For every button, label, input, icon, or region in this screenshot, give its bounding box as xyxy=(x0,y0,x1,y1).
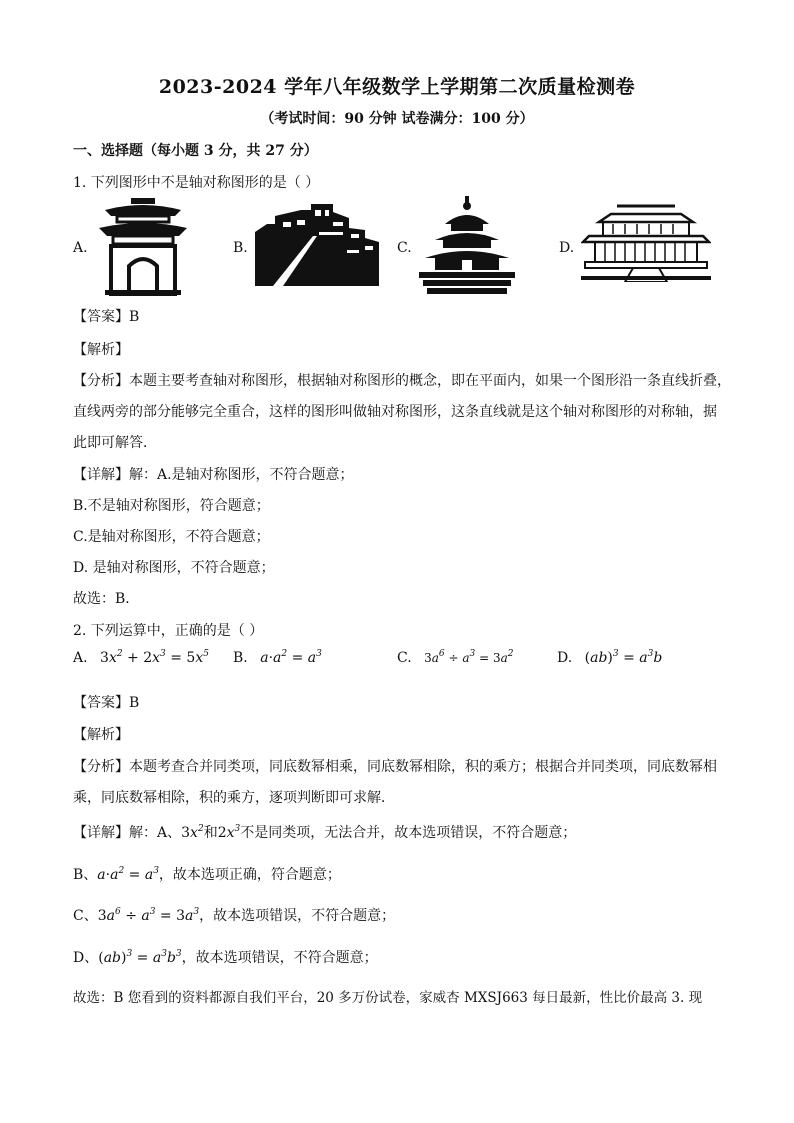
exam-info: （考试时间：90 分钟 试卷满分：100 分） xyxy=(260,111,534,127)
question-1-choice: 故选：B． xyxy=(73,591,140,607)
option-a-label: A. xyxy=(73,240,88,256)
option-b-label: B. xyxy=(233,240,248,256)
detail-d-suffix: ，故本选项错误，不符合题意； xyxy=(181,950,378,966)
q2-option-d-label: D. xyxy=(557,650,573,666)
question-2-detail-a xyxy=(73,822,576,842)
potala-palace-icon xyxy=(253,196,381,288)
q2-option-d-formula: $(ab)^3 = a^3b$ xyxy=(584,649,663,666)
option-d-label: D. xyxy=(559,240,575,256)
detail-c-suffix: ，故本选项错误，不符合题意； xyxy=(199,908,396,924)
q2-option-c-formula: $3a^6 \div a^3 = 3a^2$ xyxy=(424,649,514,665)
question-1-stem: 1. 下列图形中不是轴对称图形的是（ ） xyxy=(73,175,320,191)
detail-b-formula: $a\cdot a^2 = a^3$ xyxy=(97,866,159,883)
question-2-analysis-line-1: 【分析】本题考查合并同类项，同底数幂相乘，同底数幂相除，积的乘方；根据合并同类项，同底数幂相 xyxy=(73,759,717,775)
detail-a-prefix: 【详解】解：A、 xyxy=(73,825,182,841)
question-1-analysis-line-1: 【分析】本题主要考查轴对称图形，根据轴对称图形的概念，即在平面内，如果一个图形沿一条直线折叠， xyxy=(73,373,731,389)
q2-option-a-formula: $3x^2 + 2x^3 = 5x^5$ xyxy=(100,649,209,666)
detail-b-suffix: ，故本选项正确，符合题意； xyxy=(158,867,341,883)
q2-option-c-label: C. xyxy=(397,650,412,666)
question-1-analysis-tag: 【解析】 xyxy=(73,342,129,358)
option-c-label: C. xyxy=(397,240,412,256)
temple-of-heaven-icon xyxy=(419,196,515,294)
q2-option-b xyxy=(233,650,322,666)
question-1-detail-d: D. 是轴对称图形，不符合题意； xyxy=(73,560,275,576)
detail-a-mid: 和 xyxy=(203,825,218,841)
question-1-answer: 【答案】B xyxy=(73,309,140,325)
question-2-detail-d xyxy=(73,947,378,967)
question-2-detail-c xyxy=(73,905,395,925)
section-heading: 一、选择题（每小题 3 分，共 27 分） xyxy=(73,143,318,159)
forbidden-city-hall-icon xyxy=(581,196,711,282)
q2-option-d xyxy=(557,650,662,666)
question-1-figures xyxy=(73,196,733,300)
question-1-analysis-line-2: 直线两旁的部分能够完全重合，这样的图形叫做轴对称图形，这条直线就是这个轴对称图形的对称轴，据 xyxy=(73,404,717,420)
question-1-detail-c: C.是轴对称图形，不符合题意； xyxy=(73,529,270,545)
question-2-analysis-line-2: 乘，同底数幂相除，积的乘方，逐项判断即可求解． xyxy=(73,790,395,806)
q2-option-c xyxy=(397,650,513,666)
q2-option-a xyxy=(73,650,209,666)
question-2-choice: 故选：B 您看到的资料都源自我们平台，20 多万份试卷，家威杏 MXSJ663 每日最新，性比价最高 3. 现 xyxy=(73,990,703,1006)
q2-option-a-label: A. xyxy=(73,650,88,666)
detail-a-term-2: $2x^3$ xyxy=(217,824,241,841)
q2-option-b-formula: $a\cdot a^2 = a^3$ xyxy=(260,649,322,666)
question-2-analysis-tag: 【解析】 xyxy=(73,727,129,743)
detail-c-formula: $3a^6 \div a^3 = 3a^3$ xyxy=(97,907,200,924)
detail-a-term-1: $3x^2$ xyxy=(181,824,204,841)
detail-c-prefix: C、 xyxy=(73,908,98,924)
question-2-answer: 【答案】B xyxy=(73,695,140,711)
q2-option-b-label: B. xyxy=(233,650,248,666)
question-1-detail-a: 【详解】解：A.是轴对称图形，不符合题意； xyxy=(73,467,354,483)
detail-b-prefix: B、 xyxy=(73,867,98,883)
question-2-stem: 2. 下列运算中，正确的是（ ） xyxy=(73,623,264,639)
question-1-detail-b: B.不是轴对称图形，符合题意； xyxy=(73,498,270,514)
page-title: 2023-2024 学年八年级数学上学期第二次质量检测卷 xyxy=(158,76,636,98)
detail-d-formula: $(ab)^3 = a^3b^3$ xyxy=(98,949,182,966)
question-1-analysis-line-3: 此即可解答． xyxy=(73,435,157,451)
pavilion-icon xyxy=(97,196,189,296)
detail-d-prefix: D、 xyxy=(73,950,99,966)
question-2-detail-b xyxy=(73,864,341,884)
detail-a-suffix: 不是同类项，无法合并，故本选项错误，不符合题意； xyxy=(240,825,577,841)
